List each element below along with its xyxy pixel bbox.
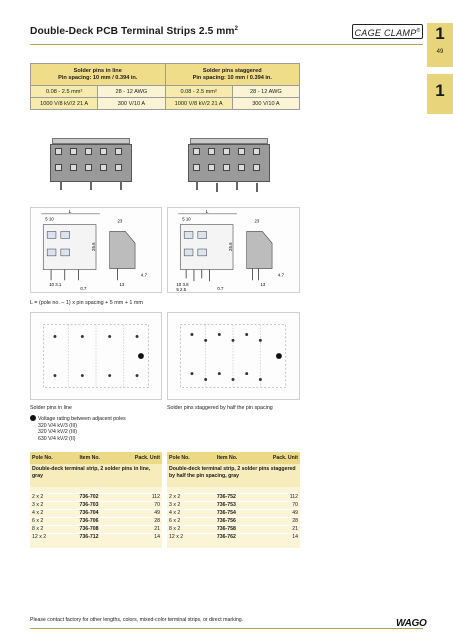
dim-label: 0.7	[217, 286, 224, 292]
table-row[interactable]: 4 x 2 736-704 49	[32, 510, 160, 516]
product-description: Double-deck terminal strip, 2 solder pins in line, gray	[30, 464, 162, 487]
product-description: Double-deck terminal strip, 2 solder pins staggered by half the pin spacing, gray	[167, 464, 300, 487]
table-row[interactable]: 12 x 2 736-712 14	[32, 534, 160, 541]
table-row[interactable]: 2 x 2 736-702 112	[32, 494, 160, 500]
order-table-staggered	[167, 452, 300, 548]
page-title: Double-Deck PCB Terminal Strips 2.5 $mm^2$	[30, 26, 239, 37]
voltage-marker-icon	[138, 353, 144, 359]
dim-label: 0.7	[80, 286, 87, 292]
product-photo-in-line	[50, 138, 140, 190]
dim-label: 23	[254, 218, 260, 224]
spec-awg: 28 - 12 AWG	[98, 86, 165, 98]
column-header-pack: Pack. Unit	[265, 452, 300, 464]
dim-label: 25.6	[228, 242, 234, 251]
spec-cross-section: 0.08 - 2.5 mm²	[31, 86, 98, 98]
dim-label: 5 2.5	[176, 287, 187, 293]
column-header-pack: Pack. Unit	[128, 452, 162, 464]
table-row[interactable]: 12 x 2 736-762 14	[169, 534, 298, 541]
chapter-marker: 1	[427, 74, 453, 114]
pin-layout-staggered	[167, 312, 300, 400]
voltage-note: Voltage rating between adjacent poles 320 V/4 kV/3 (III) 320 V/4 kV/2 (III) 630 V/4 kV/2 (II)	[30, 415, 126, 442]
voltage-marker-icon	[30, 415, 36, 421]
table-row[interactable]: 3 x 2 736-703 70	[32, 502, 160, 508]
dim-label: 25.6	[91, 242, 97, 251]
terminal-block-top	[52, 138, 130, 144]
spec-rating-ul: 300 V/10 A	[98, 98, 165, 110]
table-row[interactable]: 2 x 2 736-752 112	[169, 494, 298, 500]
dim-label: 4.7	[140, 272, 148, 278]
table-row[interactable]: 3 x 2 736-753 70	[169, 502, 298, 508]
page-number: 49	[436, 49, 444, 55]
terminal-block-top	[190, 138, 268, 144]
wago-logo[interactable]: WAGO	[396, 618, 427, 629]
spec-cross-section: 0.08 - 2.5 mm²	[165, 86, 232, 98]
dim-label: 10 3.1	[49, 282, 62, 288]
order-table-in-line	[30, 452, 162, 548]
spec-heading-in-line: Solder pins in line Pin spacing: 10 mm / 0.394 in.	[31, 64, 166, 86]
table-row[interactable]: 6 x 2 736-756 28	[169, 518, 298, 524]
column-header-item: Item No.	[215, 452, 266, 464]
table-row[interactable]: 8 x 2 736-708 21	[32, 526, 160, 532]
spec-table	[30, 63, 300, 110]
column-header-pole: Pole No.	[167, 452, 215, 464]
footer-note: Please contact factory for other lengths, colors, mixed-color terminal strips, or direct marking.	[30, 617, 244, 623]
dimension-drawing-in-line	[30, 207, 162, 293]
brand-badge: CAGE CLAMP®	[352, 24, 423, 39]
dim-label: L	[205, 209, 209, 215]
dim-label: 5 10	[182, 216, 191, 222]
caption-in-line: Solder pins in line	[30, 405, 72, 411]
dim-label: 4.7	[277, 272, 285, 278]
spec-rating-iec: 1000 V/8 kV/2 21 A	[31, 98, 98, 110]
chapter-tab[interactable]	[427, 23, 453, 67]
length-formula: L = (pole no. – 1) x pin spacing + 5 mm + 1 mm	[30, 300, 143, 306]
table-row[interactable]: 8 x 2 736-758 21	[169, 526, 298, 532]
table-row[interactable]: 6 x 2 736-706 28	[32, 518, 160, 524]
caption-staggered: Solder pins staggered by half the pin spacing	[167, 405, 273, 411]
dim-label: 10 3.8	[176, 282, 189, 288]
column-header-item: Item No.	[78, 452, 128, 464]
table-row[interactable]: 4 x 2 736-754 49	[169, 510, 298, 516]
side-view	[110, 231, 135, 268]
voltage-marker-icon	[276, 353, 282, 359]
spec-awg: 28 - 12 AWG	[232, 86, 299, 98]
spec-rating-ul: 300 V/10 A	[232, 98, 299, 110]
column-header-pole: Pole No.	[30, 452, 78, 464]
dim-label: 13	[119, 282, 125, 288]
chapter-number: 1	[435, 24, 445, 43]
title-divider	[30, 44, 423, 45]
dim-label: 23	[117, 218, 123, 224]
footer-divider	[30, 628, 423, 629]
dim-label: 5 10	[45, 216, 54, 222]
product-photo-staggered	[188, 138, 278, 190]
spec-heading-staggered: Solder pins staggered Pin spacing: 10 mm / 0.394 in.	[165, 64, 300, 86]
dim-label: 13	[260, 282, 266, 288]
side-view	[247, 231, 272, 268]
dim-label: L	[68, 209, 72, 215]
spec-rating-iec: 1000 V/8 kV/2 21 A	[165, 98, 232, 110]
pin-layout-in-line	[30, 312, 162, 400]
dimension-drawing-staggered	[167, 207, 300, 293]
